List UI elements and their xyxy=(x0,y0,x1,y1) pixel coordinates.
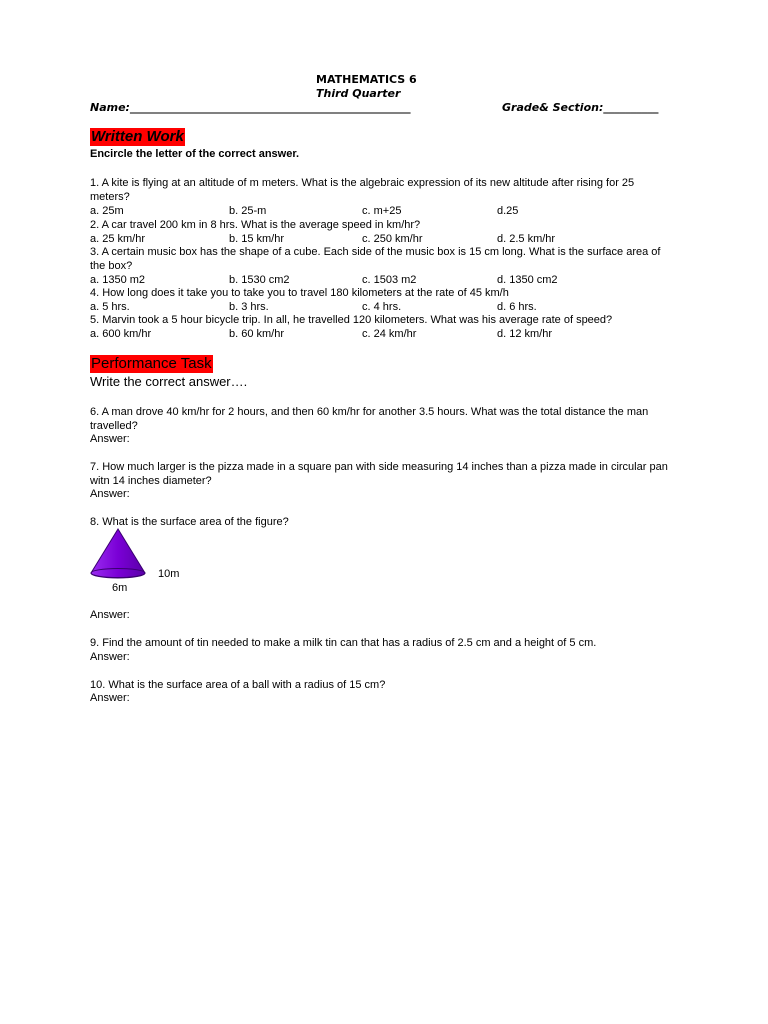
q4-choice-c: c. 4 hrs. xyxy=(362,301,402,313)
q3-choice-d: d. 1350 cm2 xyxy=(497,274,558,286)
cone-base-label: 6m xyxy=(112,582,128,594)
cone-figure xyxy=(89,528,149,580)
question-1-text: 1. A kite is flying at an altitude of m meters. What is the algebraic expression of its new altitude after rising for 25 meters? xyxy=(90,177,635,203)
subject-title: MATHEMATICS 6 xyxy=(316,73,417,86)
q5-choice-c: c. 24 km/hr xyxy=(362,328,417,340)
q6-answer-label: Answer: xyxy=(90,433,130,445)
question-10-text: 10. What is the surface area of a ball with a radius of 15 cm? xyxy=(90,679,386,691)
q9-answer-label: Answer: xyxy=(90,651,130,663)
question-2-text: 2. A car travel 200 km in 8 hrs. What is the average speed in km/hr? xyxy=(90,219,421,231)
q1-choice-c: c. m+25 xyxy=(362,205,402,217)
q1-choice-a: a. 25m xyxy=(90,205,124,217)
q4-choice-b: b. 3 hrs. xyxy=(229,301,269,313)
q5-choice-d: d. 12 km/hr xyxy=(497,328,553,340)
question-9-text: 9. Find the amount of tin needed to make a milk tin can that has a radius of 2.5 cm and a height of 5 cm. xyxy=(90,637,597,649)
written-work-instruction: Encircle the letter of the correct answer. xyxy=(90,148,300,160)
grade-section-label: Grade& Section:__________ xyxy=(502,101,659,114)
q5-choice-a: a. 600 km/hr xyxy=(90,328,152,340)
q3-choice-b: b. 1530 cm2 xyxy=(229,274,290,286)
q2-choice-d: d. 2.5 km/hr xyxy=(497,233,556,245)
question-3-text: 3. A certain music box has the shape of a cube. Each side of the music box is 15 cm long. What is the surface area of the box? xyxy=(90,246,661,272)
q3-choice-a: a. 1350 m2 xyxy=(90,274,146,286)
q7-answer-label: Answer: xyxy=(90,488,130,500)
q2-choice-c: c. 250 km/hr xyxy=(362,233,423,245)
question-8-text: 8. What is the surface area of the figure? xyxy=(90,516,289,528)
q3-choice-c: c. 1503 m2 xyxy=(362,274,417,286)
cone-height-label: 10m xyxy=(158,568,180,580)
q1-choice-b: b. 25-m xyxy=(229,205,267,217)
q2-choice-a: a. 25 km/hr xyxy=(90,233,146,245)
written-work-heading: Written Work xyxy=(91,128,184,145)
name-field-label: Name:___________________________________________________ xyxy=(90,101,411,114)
quarter-subtitle: Third Quarter xyxy=(316,87,401,100)
q4-choice-a: a. 5 hrs. xyxy=(90,301,130,313)
q2-choice-b: b. 15 km/hr xyxy=(229,233,285,245)
question-4-text: 4. How long does it take you to take you to travel 180 kilometers at the rate of 45 km/h xyxy=(90,287,509,299)
q5-choice-b: b. 60 km/hr xyxy=(229,328,285,340)
q1-choice-d: d.25 xyxy=(497,205,519,217)
question-6-text: 6. A man drove 40 km/hr for 2 hours, and then 60 km/hr for another 3.5 hours. What was the total distance the man travelled? xyxy=(90,406,649,432)
q8-answer-label: Answer: xyxy=(90,609,130,621)
question-7-text: 7. How much larger is the pizza made in a square pan with side measuring 14 inches than a pizza made in circular pan witn 14 inches diameter? xyxy=(90,461,668,487)
performance-task-instruction: Write the correct answer…. xyxy=(90,374,248,389)
question-5-text: 5. Marvin took a 5 hour bicycle trip. In all, he travelled 120 kilometers. What was his average rate of speed? xyxy=(90,314,613,326)
performance-task-heading: Performance Task xyxy=(91,355,212,372)
q10-answer-label: Answer: xyxy=(90,692,130,704)
q4-choice-d: d. 6 hrs. xyxy=(497,301,537,313)
